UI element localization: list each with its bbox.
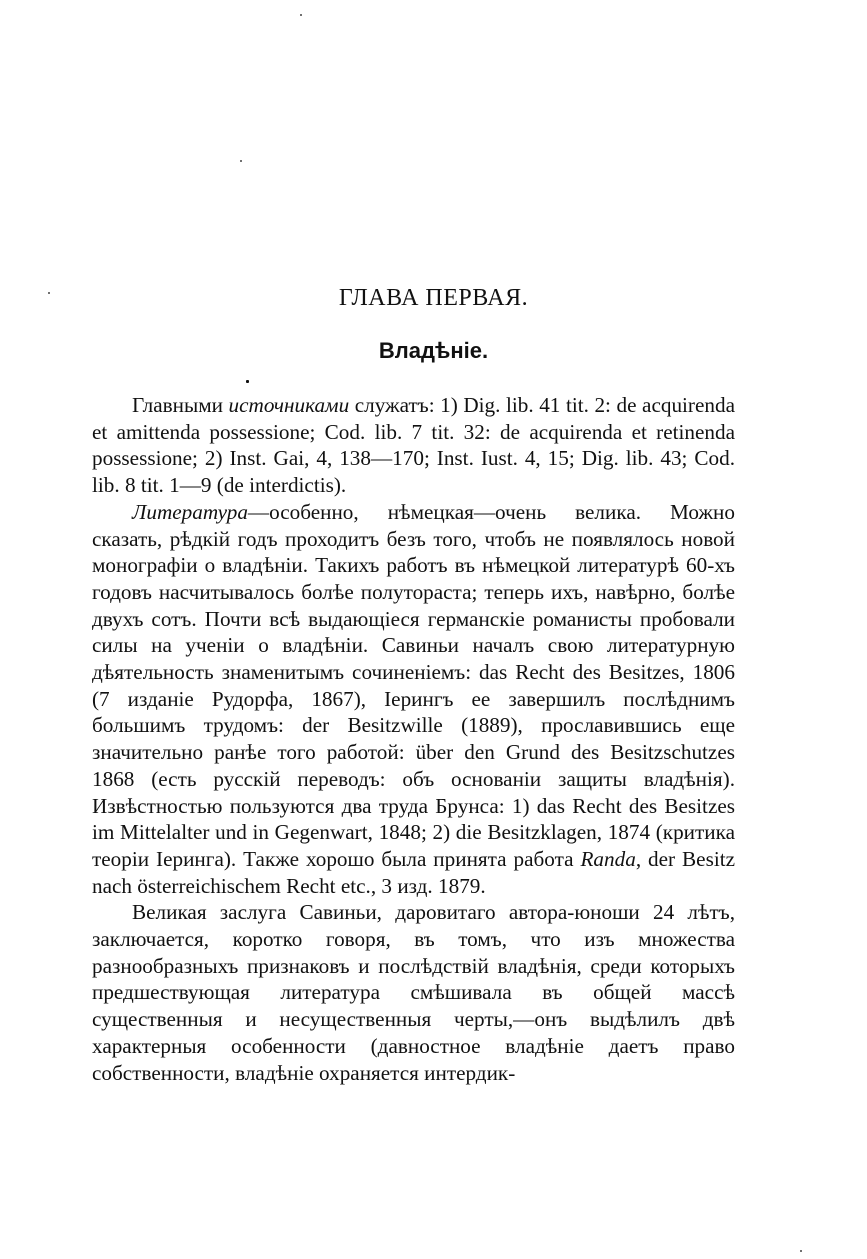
paragraph-savigny bbox=[92, 899, 735, 1086]
paragraph-literature bbox=[92, 499, 735, 900]
section-title: Владѣніе. bbox=[378, 338, 489, 363]
paragraph-emphasis: Литература bbox=[132, 499, 248, 524]
paragraph-emphasis: источниками bbox=[228, 393, 350, 417]
chapter-title: ГЛАВА ПЕРВАЯ. bbox=[338, 285, 529, 311]
paragraph-text: Великая заслуга Савиньи, даровитаго автора-юноши 24 лѣтъ, заключается, коротко говоря, въ томъ, что изъ множества разнообразныхъ признаковъ и послѣдствій владѣнія, среди которыхъ предшествующая литература смѣшивала въ общей массѣ существенныя и несущественныя черты,—онъ выдѣлилъ двѣ характерныя особенности (давностное владѣніе даетъ право собственности, владѣніе охраняется интердик- bbox=[92, 900, 735, 1085]
paragraph-lead: Главными bbox=[132, 393, 229, 417]
print-speck bbox=[800, 1250, 802, 1252]
paragraph-text: служатъ: 1) Dig. lib. 41 tit. 2: de acquirenda et amittenda possessione; Cod. lib. 7 tit. 32: de acquirenda et retinenda possessione; 2) Inst. Gai, 4, 138—170; Inst. Iust. 4, 15; Dig. lib. 43; Cod. lib. 8 tit. 1—9 (de interdictis). bbox=[92, 393, 735, 498]
print-speck bbox=[240, 160, 242, 162]
body-text bbox=[92, 392, 735, 1086]
paragraph-sources bbox=[92, 392, 735, 499]
print-speck bbox=[300, 14, 302, 16]
print-speck bbox=[246, 380, 249, 383]
paragraph-text: , der Besitz nach österreichischem Recht etc., 3 изд. 1879. bbox=[92, 846, 736, 898]
paragraph-text: —особенно, нѣмецкая—очень велика. Можно сказать, рѣдкій годъ проходитъ безъ того, чтобъ не появлялось новой монографіи о владѣніи. Такихъ работъ въ нѣмецкой литературѣ 60-хъ годовъ насчитывалось болѣе полутораста; теперь ихъ, навѣрно, болѣе двухъ сотъ. Почти всѣ выдающіеся германскіе романисты пробовали силы на ученіи о владѣніи. Савиньи началъ свою литературную дѣятельность знаменитымъ сочиненіемъ: das Recht des Besitzes, 1806 (7 изданіе Рудорфа, 1867), Іерингъ ее завершилъ послѣднимъ большимъ трудомъ: der Besitzwille (1889), прославившись еще значительно ранѣе того работой: über den Grund des Besitzschutzes 1868 (есть русскій переводъ: объ основаніи защиты владѣнія). Извѣстностью пользуются два труда Брунса: 1) das Recht des Besitzes im Mittelalter und in Gegenwart, 1848; 2) die Besitzklagen, 1874 (критика теоріи Іеринга). Также хорошо была принята работа bbox=[92, 499, 735, 871]
paragraph-emphasis: Randa bbox=[580, 846, 636, 871]
